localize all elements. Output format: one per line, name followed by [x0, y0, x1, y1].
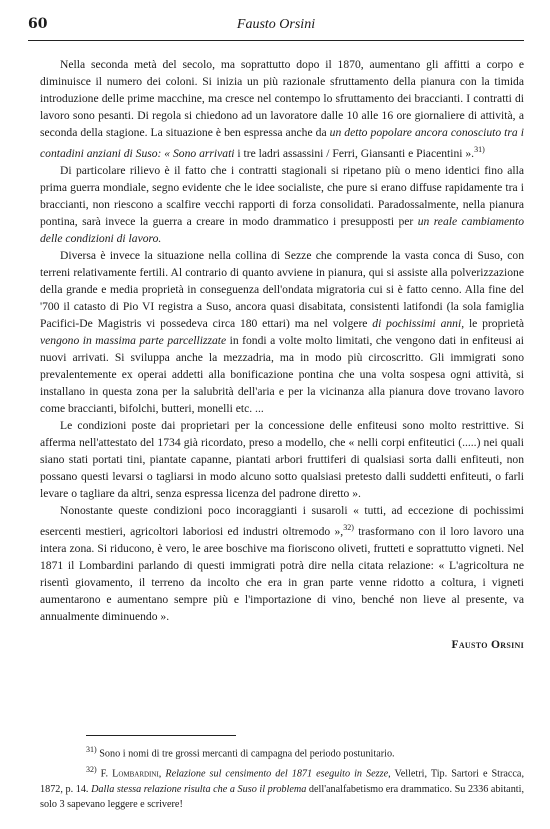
footnote-32: $^{32)}$ F. Lombardini, Relazione sul censimento del 1871 eseguito in Sezze, Velletri, Tip. Sartori e Stracca, 1872, p. 14. Dalla stessa relazione risulta che a Suso il problema dell'analfabetismo era drammatico. Su 2336 abitanti, solo 3 sapevano leggere e scrivere!: [40, 764, 525, 811]
paragraph-2: Di particolare rilievo è il fatto che i contratti stagionali si ripetano più o meno identici fino alla prima guerra mondiale, segno evidente che le idee socialiste, che pure si erano diffuse rapidamente tra i braccianti, non riescono a scalfire vecchi rapporti di forza consolidati. Paradossalmente, nella pianura pontina, sarà invece la guerra a creare in modo drammatico i presupposti per un reale cambiamento delle condizioni di lavoro.: [40, 163, 524, 245]
paragraph-4: Le condizioni poste dai proprietari per la concessione delle enfiteusi sono molto restrittive. Si afferma nell'attestato del 1734 già ricordato, preso a modello, che « nelli corpi enfiteutici (.....) nei quali siano stati portati tini, piantate capanne, piantati arbori fruttiferi di qualsiasi sorta dalli enfiteuti, non possano questi levarsi o tagliarsi in modo alcuno sotto qualsiasi pretesto dalli suddetti enfiteuti, o farli levare o tagliare da altri, senza espressa licenza del padrone diretto ».: [40, 418, 524, 500]
footnote-ref-32[interactable]: 32): [343, 522, 354, 532]
page-header: [28, 16, 524, 36]
footnote-rule: [86, 735, 236, 736]
footnotes: [40, 742, 524, 813]
paragraph-5: Nonostante queste condizioni poco incoraggianti i susaroli « tutti, ad eccezione di pochissimi esercenti mestieri, agricoltori laboriosi ed industri oltremodo »,$^{32)}$ trasformano con il loro lavoro una intera zona. Si riducono, è vero, le aree boschive ma fioriscono oliveti, frutteti e soprattutto vigneti. Nel 1871 il Lombardini parlando di questi immigrati potrà dire nella citata relazione: « L'agricoltura ne risentì giovamento, il terreno da incolto che era in gran parte venne ridotto a coltura, i vigneti aumentarono e aumentano sempre più e l'importazione di vino, benché non lieve al presente, va annualmente diminuendo ».: [40, 503, 525, 623]
article-body: [40, 56, 524, 653]
running-title: Fausto Orsini: [236, 17, 316, 32]
author-signature: Fausto Orsini: [451, 637, 524, 651]
footnote-31: $^{31)}$ Sono i nomi di tre grossi mercanti di campagna del periodo postunitario.: [86, 745, 395, 760]
header-rule: [28, 40, 524, 41]
paragraph-3: Diversa è invece la situazione nella collina di Sezze che comprende la vasta conca di Suso, con terreni relativamente fertili. Al contrario di quanto avviene in pianura, qui si assiste alla polverizzazione della grande e media proprietà in conseguenza dell'ondata migratoria cui si è fatto cenno. Alla fine del '700 il catasto di Pio VI registra a Suso, ancora quasi disabitata, consistenti latifondi (la sola famiglia Pacifici-De Magistris vi possedeva circa 180 ettari) ma nel volgere di pochissimi anni, le proprietà vengono in massima parte parcellizzate in fondi a volte molto limitati, che vengono dati in enfiteusi ai nuovi arrivati. Si sviluppa anche la mezzadria, ma in modo più circoscritto. Gli immigrati sono prevalentemente ex operai addetti alla bonificazione pontina che una volta sospesa ogni attività, si installano in questa zona per la salubrità dell'aria e per la vicinanza alla pianura dove trovano lavoro come braccianti, bifolchi, butteri, monelli etc. ...: [40, 248, 525, 415]
paragraph-1: Nella seconda metà del secolo, ma soprattutto dopo il 1870, aumentano gli affitti a corpo e diminuisce il numero dei coloni. Si inizia un più razionale sfruttamento della pianura con la timida introduzione delle prime macchine, ma cresce nel contempo lo sfruttamento dei braccianti. I contratti di lavoro sono pesanti. Di regola si chiedono ad un lavoratore dalle 10 alle 16 ore giornaliere di attività, a seconda della stagione. La situazione è ben espressa anche da un detto popolare ancora conosciuto tra i contadini anziani di Suso: « Sono arrivati i tre ladri assassini / Ferri, Giansanti e Piacentini ».$^{31)}$: [40, 58, 524, 160]
page-number: 60: [28, 16, 48, 32]
footnote-ref-31[interactable]: 31): [474, 145, 485, 154]
